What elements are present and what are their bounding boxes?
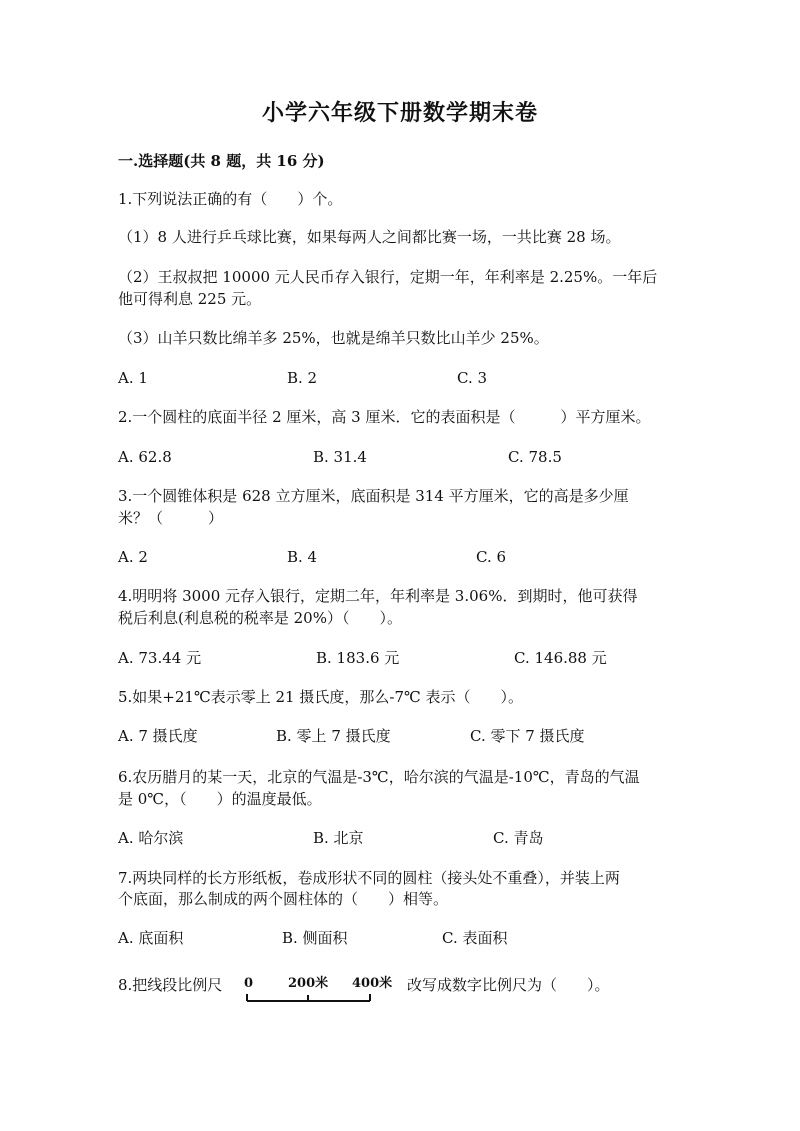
question-1-statement-2-line-2: 他可得利息 225 元。 [118, 290, 262, 308]
question-4-option-b[interactable]: B. 183.6 元 [316, 649, 400, 667]
question-3-option-b[interactable]: B. 4 [287, 548, 318, 566]
question-4-stem-line-2: 税后利息(利息税的税率是 20%）（ ）。 [118, 609, 402, 627]
question-5-option-a[interactable]: A. 7 摄氏度 [118, 727, 198, 745]
question-2-option-a[interactable]: A. 62.8 [118, 448, 172, 466]
section-heading: 一.选择题(共 8 题，共 16 分) [118, 152, 325, 170]
question-6-stem-line-1: 6.农历腊月的某一天，北京的气温是-3℃，哈尔滨的气温是-10℃，青岛的气温 [118, 768, 640, 786]
question-4-stem-line-1: 4.明明将 3000 元存入银行，定期二年，年利率是 3.06%．到期时，他可获得 [118, 587, 638, 605]
question-6-option-c[interactable]: C. 青岛 [493, 829, 544, 847]
question-5-option-b[interactable]: B. 零上 7 摄氏度 [276, 727, 391, 745]
question-7-option-c[interactable]: C. 表面积 [442, 929, 508, 947]
scale-label-400: 400米 [352, 976, 393, 991]
question-7-option-a[interactable]: A. 底面积 [118, 929, 184, 947]
question-4-option-c[interactable]: C. 146.88 元 [514, 649, 607, 667]
question-1-stem: 1.下列说法正确的有（ ）个。 [118, 190, 343, 208]
question-1-statement-1: （1）8 人进行乒乓球比赛，如果每两人之间都比赛一场，一共比赛 28 场。 [118, 228, 621, 246]
question-3-option-c[interactable]: C. 6 [476, 548, 507, 566]
question-5-stem: 5.如果+21℃表示零上 21 摄氏度，那么-7℃ 表示（ ）。 [118, 688, 524, 706]
scale-label-200: 200米 [288, 976, 329, 991]
question-1-statement-3: （3）山羊只数比绵羊多 25%，也就是绵羊只数比山羊少 25%。 [118, 329, 549, 347]
question-2-option-b[interactable]: B. 31.4 [313, 448, 367, 466]
line-segment-scale [244, 973, 393, 1007]
question-6-option-a[interactable]: A. 哈尔滨 [118, 829, 184, 847]
question-8-stem-before: 8.把线段比例尺 [118, 976, 223, 994]
question-7-stem-line-1: 7.两块同样的长方形纸板，卷成形状不同的圆柱（接头处不重叠），并装上两 [118, 869, 620, 887]
question-6-option-b[interactable]: B. 北京 [313, 829, 364, 847]
question-2-stem: 2.一个圆柱的底面半径 2 厘米，高 3 厘米．它的表面积是（ ）平方厘米。 [118, 408, 651, 426]
question-1-option-b[interactable]: B. 2 [287, 369, 318, 387]
page-title: 小学六年级下册数学期末卷 [261, 100, 538, 126]
question-1-statement-2-line-1: （2）王叔叔把 10000 元人民币存入银行，定期一年，年利率是 2.25%。一年后 [118, 268, 658, 286]
question-7-stem-line-2: 个底面，那么制成的两个圆柱体的（ ）相等。 [118, 890, 449, 908]
question-3-option-a[interactable]: A. 2 [118, 548, 148, 566]
question-8-stem-after: 改写成数字比例尺为（ ）。 [407, 976, 610, 994]
question-5-option-c[interactable]: C. 零下 7 摄氏度 [470, 727, 585, 745]
question-2-option-c[interactable]: C. 78.5 [508, 448, 562, 466]
question-4-option-a[interactable]: A. 73.44 元 [118, 649, 202, 667]
question-3-stem-line-1: 3.一个圆锥体积是 628 立方厘米，底面积是 314 平方厘米，它的高是多少厘 [118, 487, 629, 505]
question-6-stem-line-2: 是 0℃，（ ）的温度最低。 [118, 790, 322, 808]
question-1-option-a[interactable]: A. 1 [118, 369, 148, 387]
scale-label-0: 0 [244, 976, 254, 991]
question-3-stem-line-2: 米？（ ） [118, 509, 224, 527]
question-1-option-c[interactable]: C. 3 [457, 369, 488, 387]
question-7-option-b[interactable]: B. 侧面积 [282, 929, 348, 947]
